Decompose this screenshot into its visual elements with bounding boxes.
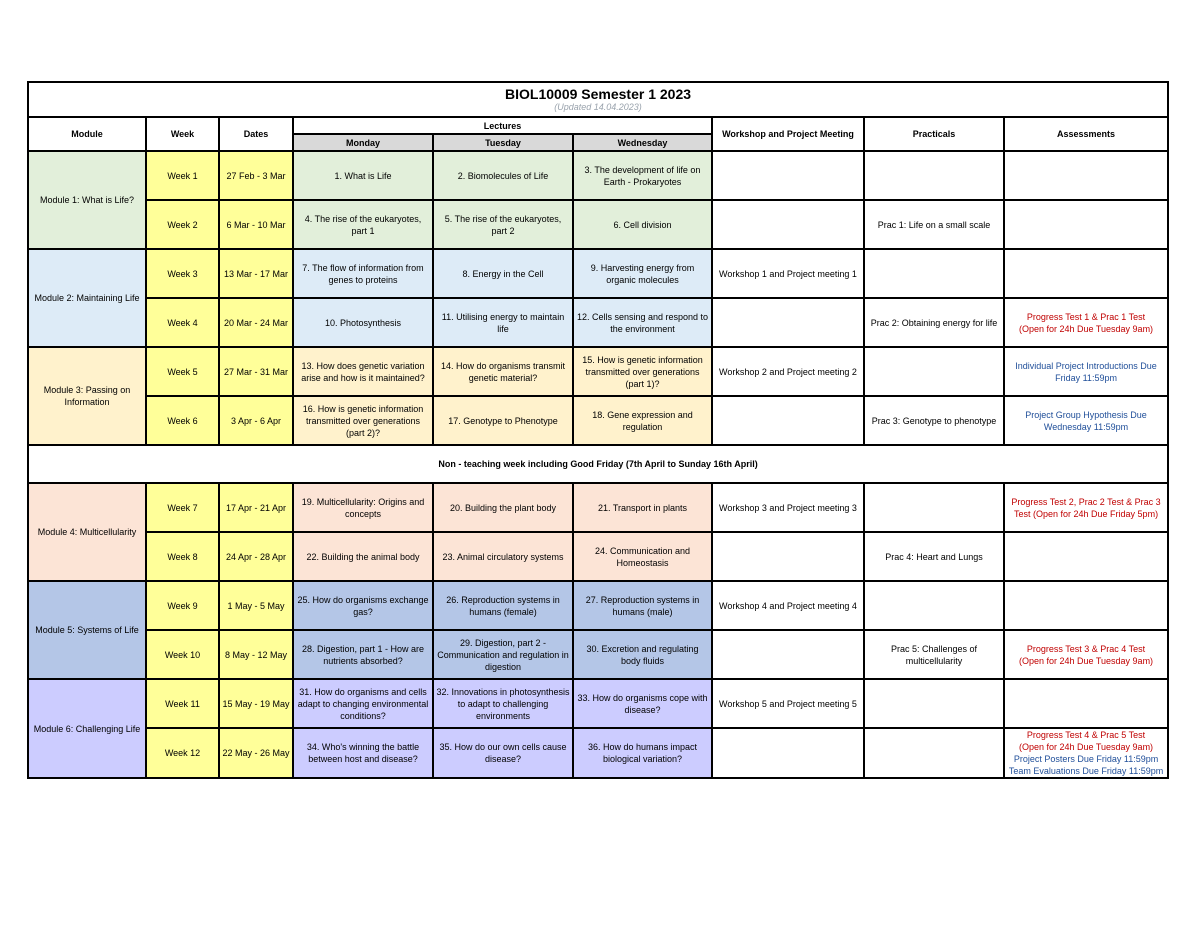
table-row (28, 532, 1168, 581)
module-name: Module 1: What is Life? (28, 151, 146, 249)
lecture-wednesday: 30. Excretion and regulating body fluids (573, 630, 712, 679)
table-row (28, 200, 1168, 249)
practical-cell: Prac 3: Genotype to phenotype (864, 396, 1004, 445)
lecture-tuesday: 35. How do our own cells cause disease? (433, 728, 573, 778)
week-cell: Week 7 (146, 483, 219, 532)
workshop-cell: Workshop 1 and Project meeting 1 (712, 249, 864, 298)
lecture-tuesday: 11. Utilising energy to maintain life (433, 298, 573, 347)
week-cell: Week 8 (146, 532, 219, 581)
lecture-monday: 31. How do organisms and cells adapt to changing environmental conditions? (293, 679, 433, 728)
table-row (28, 249, 1168, 298)
week-cell: Week 9 (146, 581, 219, 630)
updated-note: (Updated 14.04.2023) (554, 102, 642, 112)
lecture-monday: 34. Who's winning the battle between host and disease? (293, 728, 433, 778)
week-cell: Week 2 (146, 200, 219, 249)
page-title: BIOL10009 Semester 1 2023 (505, 86, 692, 102)
header-practicals: Practicals (864, 117, 1004, 151)
lecture-wednesday: 21. Transport in plants (573, 483, 712, 532)
dates-cell: 15 May - 19 May (219, 679, 293, 728)
assessment-cell (1004, 249, 1168, 298)
workshop-cell: Workshop 5 and Project meeting 5 (712, 679, 864, 728)
assessment-cell (1004, 396, 1168, 445)
lecture-monday: 7. The flow of information from genes to proteins (293, 249, 433, 298)
dates-cell: 22 May - 26 May (219, 728, 293, 778)
assessment-cell (1004, 200, 1168, 249)
assessment-cell (1004, 483, 1168, 532)
title-cell (28, 82, 1168, 117)
practical-cell: Prac 4: Heart and Lungs (864, 532, 1004, 581)
dates-cell: 3 Apr - 6 Apr (219, 396, 293, 445)
lecture-tuesday: 23. Animal circulatory systems (433, 532, 573, 581)
lecture-monday: 16. How is genetic information transmitted over generations (part 2)? (293, 396, 433, 445)
header-dates: Dates (219, 117, 293, 151)
assessment-cell (1004, 298, 1168, 347)
lecture-wednesday: 24. Communication and Homeostasis (573, 532, 712, 581)
table-row (28, 581, 1168, 630)
assessment-cell (1004, 728, 1168, 778)
workshop-cell: Workshop 3 and Project meeting 3 (712, 483, 864, 532)
assessment-cell (1004, 630, 1168, 679)
assessment-item: Progress Test 3 & Prac 4 Test (1026, 643, 1146, 654)
lecture-wednesday: 12. Cells sensing and respond to the environment (573, 298, 712, 347)
assessment-cell (1004, 151, 1168, 200)
practical-cell: Prac 5: Challenges of multicellularity (864, 630, 1004, 679)
week-cell: Week 12 (146, 728, 219, 778)
assessment-cell (1004, 581, 1168, 630)
practical-cell (864, 483, 1004, 532)
header-week: Week (146, 117, 219, 151)
lecture-wednesday: 27. Reproduction systems in humans (male) (573, 581, 712, 630)
dates-cell: 17 Apr - 21 Apr (219, 483, 293, 532)
table-row (28, 298, 1168, 347)
workshop-cell (712, 200, 864, 249)
workshop-cell (712, 298, 864, 347)
assessment-item: (Open for 24h Due Tuesday 9am) (1018, 655, 1154, 666)
week-cell: Week 10 (146, 630, 219, 679)
dates-cell: 27 Mar - 31 Mar (219, 347, 293, 396)
table-row (28, 483, 1168, 532)
lecture-tuesday: 14. How do organisms transmit genetic material? (433, 347, 573, 396)
practical-cell (864, 249, 1004, 298)
assessment-item: Progress Test 4 & Prac 5 Test (1026, 730, 1146, 740)
header-assessments: Assessments (1004, 117, 1168, 151)
table-row (28, 679, 1168, 728)
dates-cell: 27 Feb - 3 Mar (219, 151, 293, 200)
practical-cell (864, 728, 1004, 778)
assessment-cell (1004, 679, 1168, 728)
dates-cell: 6 Mar - 10 Mar (219, 200, 293, 249)
workshop-cell (712, 630, 864, 679)
week-cell: Week 3 (146, 249, 219, 298)
lecture-tuesday: 5. The rise of the eukaryotes, part 2 (433, 200, 573, 249)
header-tuesday: Tuesday (433, 134, 573, 151)
module-name: Module 5: Systems of Life (28, 581, 146, 679)
header-workshop: Workshop and Project Meeting (712, 117, 864, 151)
assessment-item: (Open for 24h Due Tuesday 9am) (1018, 742, 1154, 752)
module-name: Module 3: Passing on Information (28, 347, 146, 445)
lecture-wednesday: 15. How is genetic information transmitted over generations (part 1)? (573, 347, 712, 396)
workshop-cell: Workshop 2 and Project meeting 2 (712, 347, 864, 396)
assessment-item: Project Posters Due Friday 11:59pm (1013, 754, 1159, 764)
assessment-item: Team Evaluations Due Friday 11:59pm (1008, 766, 1164, 776)
lecture-tuesday: 29. Digestion, part 2 - Communication and regulation in digestion (433, 630, 573, 679)
dates-cell: 8 May - 12 May (219, 630, 293, 679)
header-monday: Monday (293, 134, 433, 151)
lecture-wednesday: 18. Gene expression and regulation (573, 396, 712, 445)
header-lectures: Lectures (293, 117, 712, 134)
table-row (28, 347, 1168, 396)
lecture-monday: 28. Digestion, part 1 - How are nutrients absorbed? (293, 630, 433, 679)
practical-cell (864, 347, 1004, 396)
header-module: Module (28, 117, 146, 151)
table-row (28, 151, 1168, 200)
assessment-cell (1004, 532, 1168, 581)
lecture-tuesday: 26. Reproduction systems in humans (female) (433, 581, 573, 630)
lecture-wednesday: 36. How do humans impact biological variation? (573, 728, 712, 778)
lecture-tuesday: 17. Genotype to Phenotype (433, 396, 573, 445)
module-name: Module 2: Maintaining Life (28, 249, 146, 347)
practical-cell (864, 581, 1004, 630)
workshop-cell (712, 151, 864, 200)
lecture-tuesday: 32. Innovations in photosynthesis to adapt to challenging environments (433, 679, 573, 728)
lecture-wednesday: 9. Harvesting energy from organic molecules (573, 249, 712, 298)
practical-cell (864, 151, 1004, 200)
practical-cell: Prac 2: Obtaining energy for life (864, 298, 1004, 347)
week-cell: Week 11 (146, 679, 219, 728)
module-name: Module 4: Multicellularity (28, 483, 146, 581)
header-wednesday: Wednesday (573, 134, 712, 151)
assessment-item: Individual Project Introductions Due Friday 11:59pm (1015, 360, 1157, 383)
dates-cell: 20 Mar - 24 Mar (219, 298, 293, 347)
lecture-monday: 22. Building the animal body (293, 532, 433, 581)
lecture-wednesday: 6. Cell division (573, 200, 712, 249)
table-row (28, 728, 1168, 778)
lecture-monday: 19. Multicellularity: Origins and concepts (293, 483, 433, 532)
assessment-cell (1004, 347, 1168, 396)
week-cell: Week 1 (146, 151, 219, 200)
assessment-item: (Open for 24h Due Tuesday 9am) (1018, 323, 1154, 334)
assessment-item: Progress Test 2, Prac 2 Test & Prac 3 Test (Open for 24h Due Friday 5pm) (1011, 496, 1161, 519)
workshop-cell: Workshop 4 and Project meeting 4 (712, 581, 864, 630)
lecture-monday: 4. The rise of the eukaryotes, part 1 (293, 200, 433, 249)
non-teaching-week: Non - teaching week including Good Friday (7th April to Sunday 16th April) (28, 445, 1168, 483)
lecture-wednesday: 3. The development of life on Earth - Prokaryotes (573, 151, 712, 200)
schedule-table (27, 81, 1169, 779)
assessment-item: Progress Test 1 & Prac 1 Test (1026, 311, 1146, 322)
lecture-monday: 13. How does genetic variation arise and how is it maintained? (293, 347, 433, 396)
lecture-wednesday: 33. How do organisms cope with disease? (573, 679, 712, 728)
week-cell: Week 5 (146, 347, 219, 396)
workshop-cell (712, 532, 864, 581)
workshop-cell (712, 396, 864, 445)
table-row (28, 396, 1168, 445)
workshop-cell (712, 728, 864, 778)
week-cell: Week 4 (146, 298, 219, 347)
practical-cell: Prac 1: Life on a small scale (864, 200, 1004, 249)
lecture-monday: 1. What is Life (293, 151, 433, 200)
dates-cell: 24 Apr - 28 Apr (219, 532, 293, 581)
module-name: Module 6: Challenging Life (28, 679, 146, 778)
lecture-tuesday: 2. Biomolecules of Life (433, 151, 573, 200)
practical-cell (864, 679, 1004, 728)
lecture-tuesday: 8. Energy in the Cell (433, 249, 573, 298)
week-cell: Week 6 (146, 396, 219, 445)
lecture-monday: 10. Photosynthesis (293, 298, 433, 347)
table-row (28, 630, 1168, 679)
lecture-monday: 25. How do organisms exchange gas? (293, 581, 433, 630)
dates-cell: 1 May - 5 May (219, 581, 293, 630)
assessment-item: Project Group Hypothesis Due Wednesday 11:59pm (1025, 409, 1147, 432)
lecture-tuesday: 20. Building the plant body (433, 483, 573, 532)
dates-cell: 13 Mar - 17 Mar (219, 249, 293, 298)
